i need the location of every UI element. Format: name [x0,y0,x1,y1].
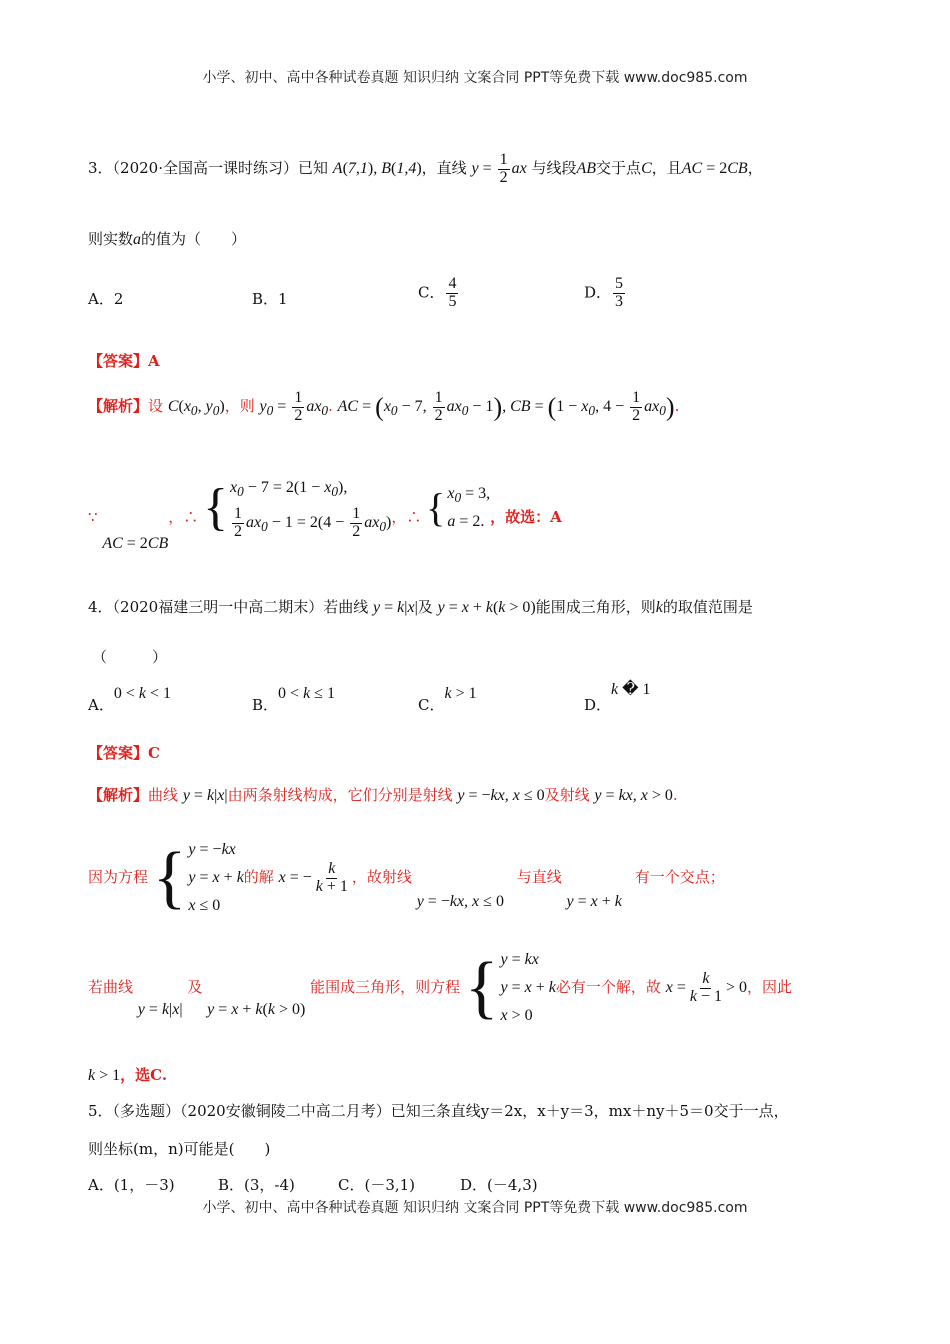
q3-option-b: B．1 [252,290,288,308]
q5-option-c: C．(－3,1) [338,1176,416,1194]
q5-option-a: A．(1，－3) [88,1176,175,1194]
q4-option-d: D．k � 1 [584,681,651,714]
q5-stem-line2: 则坐标(m，n)可能是( ) [88,1140,271,1158]
q4-answer: 【答案】C [88,744,160,762]
q4-stem-line2: （ ） [92,648,168,666]
q4-analysis-line1: 【解析】曲线 y = k|x|由两条射线构成，它们分别是射线 y = −kx, x ≤ 0及射线 y = kx, x > 0. [88,786,678,804]
q3-option-d: D． $\frac{5}{3}$ [584,275,624,310]
q3-option-c: C． $\frac{4}{5}$ [418,275,457,310]
q3-stem-line2: 则实数a的值为（ ） [88,230,247,248]
header-banner: 小学、初中、高中各种试卷真题 知识归纳 文案合同 PPT等免费下载 www.doc985.com [202,70,748,86]
q5-stem-line1: 5．（多选题）（2020安徽铜陵二中高二月考）已知三条直线y＝2x，x＋y＝3，mx＋ny＋5＝0交于一点， [88,1102,789,1120]
q3-analysis-line1: 【解析】设 $C(x_0$, $y_0$)，则 $y_0$ = $\frac{1}{2}$ $ax_0$. AC = ($x_0 - 7$, $\frac{1}{2}$ $ax_0 - 1$), CB = ($1 - x_0$, 4 − $\frac{1}{2}$ $ax_0$). [88,389,680,424]
footer-banner: 小学、初中、高中各种试卷真题 知识归纳 文案合同 PPT等免费下载 www.doc985.com [202,1200,748,1216]
q3-stem-line1: 3．（2020·全国高一课时练习）已知 A(7,1), B(1,4)，直线 y = $\frac{1}{2}$ ax 与线段AB交于点C，且AC = 2CB， [88,151,763,186]
q4-analysis-line4: k > 1，选C. [88,1066,168,1084]
q3-analysis-system: ∵ AC = 2CB，∴ { $x_0 - 7 = 2(1 - x_0)$, $\frac{1}{2}$ $ax_0 - 1 = 2(4$ − $\frac{1}{2}$ $ax_0$) ，∴ { $x_0 = 3$, a = 2. ，故选：A [88,478,562,552]
q3-points-math: A(7,1), B(1,4) [332,159,422,177]
q4-analysis-line2: 因为方程 { y = −kx y = x + k x ≤ 0 的解 x = − $\frac{k}{k + 1}$ ，故射线 y = −kx, x ≤ 0 与直线 y = x + k 有一个交点； [88,839,725,916]
q4-option-b: B．0 < k ≤ 1 [252,685,335,714]
q4-stem-line1: 4．（2020福建三明一中高二期末）若曲线 y = k|x|及 y = x + k(k > 0)能围成三角形，则k的取值范围是 [88,598,753,616]
q4-option-a: A．0 < k < 1 [88,685,172,714]
q5-option-d: D．(－4,3) [460,1176,538,1194]
q3-option-a: A．2 [88,290,124,308]
q3-line-math: y = $\frac{1}{2}$ ax [471,151,527,186]
q4-analysis-line3: 若曲线 y = k|x| 及 y = x + k(k > 0) 能围成三角形，则方程 { y = kx y = x + k x > 0 必有一个解，故 x = $\frac{k}{k - 1}$ > 0，因此 [88,949,793,1026]
q3-answer: 【答案】A [88,352,160,370]
q5-option-b: B．(3，-4) [218,1176,295,1194]
q4-option-c: C．k > 1 [418,685,477,714]
